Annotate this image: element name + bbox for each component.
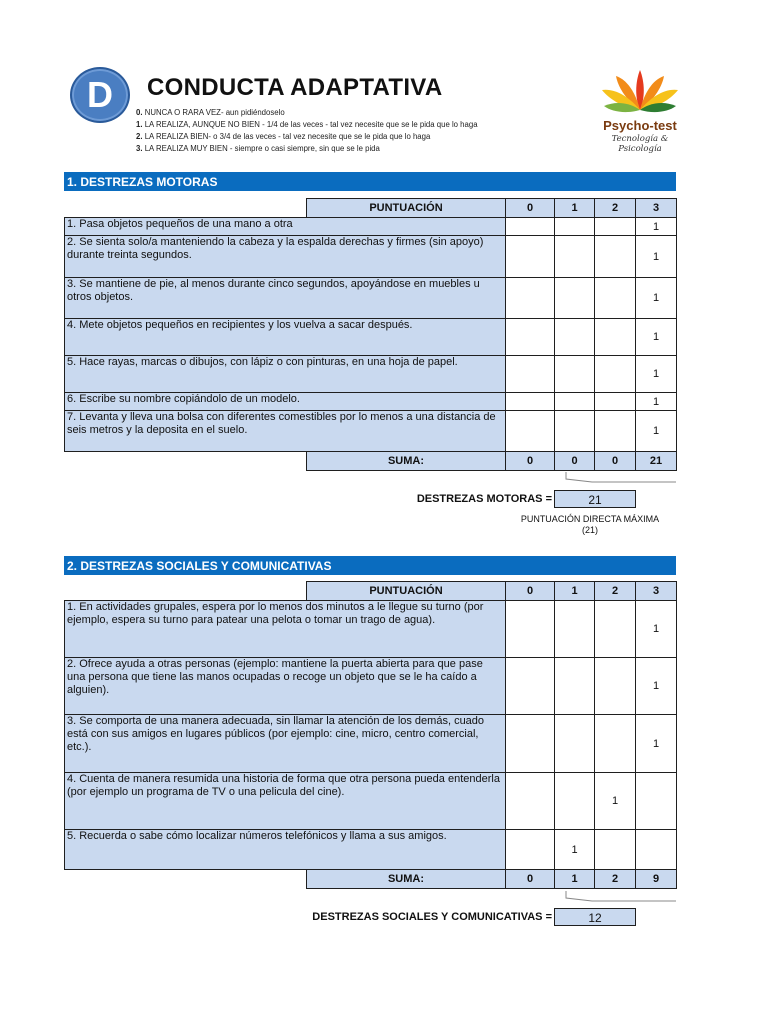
score-cell: 1 bbox=[636, 601, 677, 658]
score-header-label: PUNTUACIÓN bbox=[307, 199, 506, 218]
sum-cell: 2 bbox=[595, 870, 636, 889]
sum-row bbox=[65, 870, 677, 889]
sum-cell: 21 bbox=[636, 452, 677, 471]
sum-cell: 0 bbox=[595, 452, 636, 471]
score-cell bbox=[506, 278, 555, 319]
score-cell bbox=[506, 411, 555, 452]
motor-skills-table bbox=[64, 198, 677, 471]
legend-item: 0. NUNCA O RARA VEZ- aun pidiéndoselo bbox=[136, 108, 285, 117]
score-cell bbox=[506, 773, 555, 830]
score-cell bbox=[555, 715, 595, 773]
sum-label: SUMA: bbox=[307, 452, 506, 471]
scoring-legend bbox=[136, 107, 478, 155]
table-row bbox=[65, 658, 677, 715]
logo-name: Psycho-test bbox=[603, 118, 677, 133]
table-row bbox=[65, 278, 677, 319]
social-total-label: DESTREZAS SOCIALES Y COMUNICATIVAS = bbox=[312, 911, 552, 923]
max-score-note: PUNTUACIÓN DIRECTA MÁXIMA (21) bbox=[520, 514, 660, 535]
sum-label: SUMA: bbox=[307, 870, 506, 889]
score-cell bbox=[595, 393, 636, 411]
table-row bbox=[65, 411, 677, 452]
score-cell bbox=[595, 319, 636, 356]
score-cell bbox=[636, 773, 677, 830]
score-col-1: 1 bbox=[555, 199, 595, 218]
section-badge: D bbox=[70, 67, 130, 123]
score-cell bbox=[595, 715, 636, 773]
table-row bbox=[65, 715, 677, 773]
score-cell: 1 bbox=[636, 218, 677, 236]
section-1-title: 1. DESTREZAS MOTORAS bbox=[64, 172, 676, 191]
score-cell: 1 bbox=[636, 278, 677, 319]
score-cell bbox=[555, 278, 595, 319]
item-text: 5. Hace rayas, marcas o dibujos, con lápiz o con pinturas, en una hoja de papel. bbox=[65, 356, 506, 393]
score-cell bbox=[595, 236, 636, 278]
score-col-0: 0 bbox=[506, 199, 555, 218]
score-cell bbox=[555, 236, 595, 278]
social-total-value: 12 bbox=[554, 908, 636, 926]
score-cell: 1 bbox=[555, 830, 595, 870]
section-2-title: 2. DESTREZAS SOCIALES Y COMUNICATIVAS bbox=[64, 556, 676, 575]
table-row bbox=[65, 393, 677, 411]
score-cell: 1 bbox=[636, 658, 677, 715]
connector-line bbox=[560, 470, 678, 492]
table-row bbox=[65, 319, 677, 356]
item-text: 6. Escribe su nombre copiándolo de un modelo. bbox=[65, 393, 506, 411]
score-cell bbox=[595, 218, 636, 236]
score-cell bbox=[506, 658, 555, 715]
sum-cell: 9 bbox=[636, 870, 677, 889]
score-col-1: 1 bbox=[555, 582, 595, 601]
sum-spacer bbox=[65, 452, 307, 471]
item-text: 2. Ofrece ayuda a otras personas (ejemplo: mantiene la puerta abierta para que pase una persona que tiene las manos ocupadas o recoge un objeto que se le ha caído a alguien). bbox=[65, 658, 506, 715]
score-col-2: 2 bbox=[595, 199, 636, 218]
table-header-row bbox=[65, 199, 677, 218]
score-cell bbox=[595, 356, 636, 393]
header-spacer bbox=[65, 199, 307, 218]
score-cell: 1 bbox=[636, 411, 677, 452]
score-cell bbox=[506, 218, 555, 236]
score-cell bbox=[555, 356, 595, 393]
score-col-3: 3 bbox=[636, 199, 677, 218]
score-cell bbox=[595, 830, 636, 870]
item-text: 7. Levanta y lleva una bolsa con diferentes comestibles por lo menos a una distancia de seis metros y la deposita en el suelo. bbox=[65, 411, 506, 452]
sum-cell: 0 bbox=[555, 452, 595, 471]
score-cell bbox=[506, 601, 555, 658]
table-row bbox=[65, 773, 677, 830]
item-text: 3. Se mantiene de pie, al menos durante cinco segundos, apoyándose en muebles u otros objetos. bbox=[65, 278, 506, 319]
sum-cell: 1 bbox=[555, 870, 595, 889]
score-cell: 1 bbox=[595, 773, 636, 830]
score-cell bbox=[506, 236, 555, 278]
score-cell bbox=[506, 319, 555, 356]
score-cell bbox=[555, 773, 595, 830]
score-cell bbox=[555, 658, 595, 715]
item-text: 1. En actividades grupales, espera por lo menos dos minutos a le llegue su turno (por ejemplo, espera su turno para patear una pelota o tomar un trago de agua). bbox=[65, 601, 506, 658]
page-title: CONDUCTA ADAPTATIVA bbox=[147, 74, 443, 101]
item-text: 4. Mete objetos pequeños en recipientes y los vuelva a sacar después. bbox=[65, 319, 506, 356]
legend-item: 1. LA REALIZA, AUNQUE NO BIEN - 1/4 de las veces - tal vez necesite que se le pida que lo haga bbox=[136, 120, 478, 129]
score-cell bbox=[595, 658, 636, 715]
motor-total-label: DESTREZAS MOTORAS = bbox=[416, 493, 552, 505]
item-text: 5. Recuerda o sabe cómo localizar números telefónicos y llama a sus amigos. bbox=[65, 830, 506, 870]
score-col-0: 0 bbox=[506, 582, 555, 601]
score-cell: 1 bbox=[636, 236, 677, 278]
score-col-2: 2 bbox=[595, 582, 636, 601]
score-cell bbox=[595, 278, 636, 319]
table-header-row bbox=[65, 582, 677, 601]
score-cell bbox=[595, 411, 636, 452]
score-cell bbox=[555, 601, 595, 658]
logo-tagline: Tecnología & Psicología bbox=[611, 134, 669, 154]
score-cell bbox=[595, 601, 636, 658]
table-row bbox=[65, 356, 677, 393]
sum-row bbox=[65, 452, 677, 471]
table-row bbox=[65, 218, 677, 236]
score-header-label: PUNTUACIÓN bbox=[307, 582, 506, 601]
sum-spacer bbox=[65, 870, 307, 889]
item-text: 2. Se sienta solo/a manteniendo la cabeza y la espalda derechas y firmes (sin apoyo) durante treinta segundos. bbox=[65, 236, 506, 278]
legend-item: 3. LA REALIZA MUY BIEN - siempre o casi siempre, sin que se le pida bbox=[136, 144, 380, 153]
score-cell: 1 bbox=[636, 356, 677, 393]
score-cell bbox=[506, 356, 555, 393]
score-cell bbox=[506, 393, 555, 411]
item-text: 3. Se comporta de una manera adecuada, sin llamar la atención de los demás, cuado está con sus amigos en lugares públicos (por ejemplo: cine, micro, centro comercial, etc.). bbox=[65, 715, 506, 773]
sum-cell: 0 bbox=[506, 452, 555, 471]
item-text: 1. Pasa objetos pequeños de una mano a otra bbox=[65, 218, 506, 236]
table-row bbox=[65, 601, 677, 658]
table-row bbox=[65, 236, 677, 278]
item-text: 4. Cuenta de manera resumida una historia de forma que otra persona pueda entenderla (por ejemplo un programa de TV o una pelicula del cine). bbox=[65, 773, 506, 830]
motor-total-value: 21 bbox=[554, 490, 636, 508]
score-cell bbox=[506, 715, 555, 773]
score-cell bbox=[555, 319, 595, 356]
score-cell: 1 bbox=[636, 319, 677, 356]
score-cell: 1 bbox=[636, 715, 677, 773]
legend-item: 2. LA REALIZA BIEN- o 3/4 de las veces - tal vez necesite que se le pida que lo haga bbox=[136, 132, 431, 141]
table-row bbox=[65, 830, 677, 870]
score-cell: 1 bbox=[636, 393, 677, 411]
header-spacer bbox=[65, 582, 307, 601]
sum-cell: 0 bbox=[506, 870, 555, 889]
score-cell bbox=[555, 393, 595, 411]
score-cell bbox=[555, 411, 595, 452]
score-cell bbox=[636, 830, 677, 870]
social-skills-table bbox=[64, 581, 677, 889]
score-col-3: 3 bbox=[636, 582, 677, 601]
score-cell bbox=[555, 218, 595, 236]
score-cell bbox=[506, 830, 555, 870]
